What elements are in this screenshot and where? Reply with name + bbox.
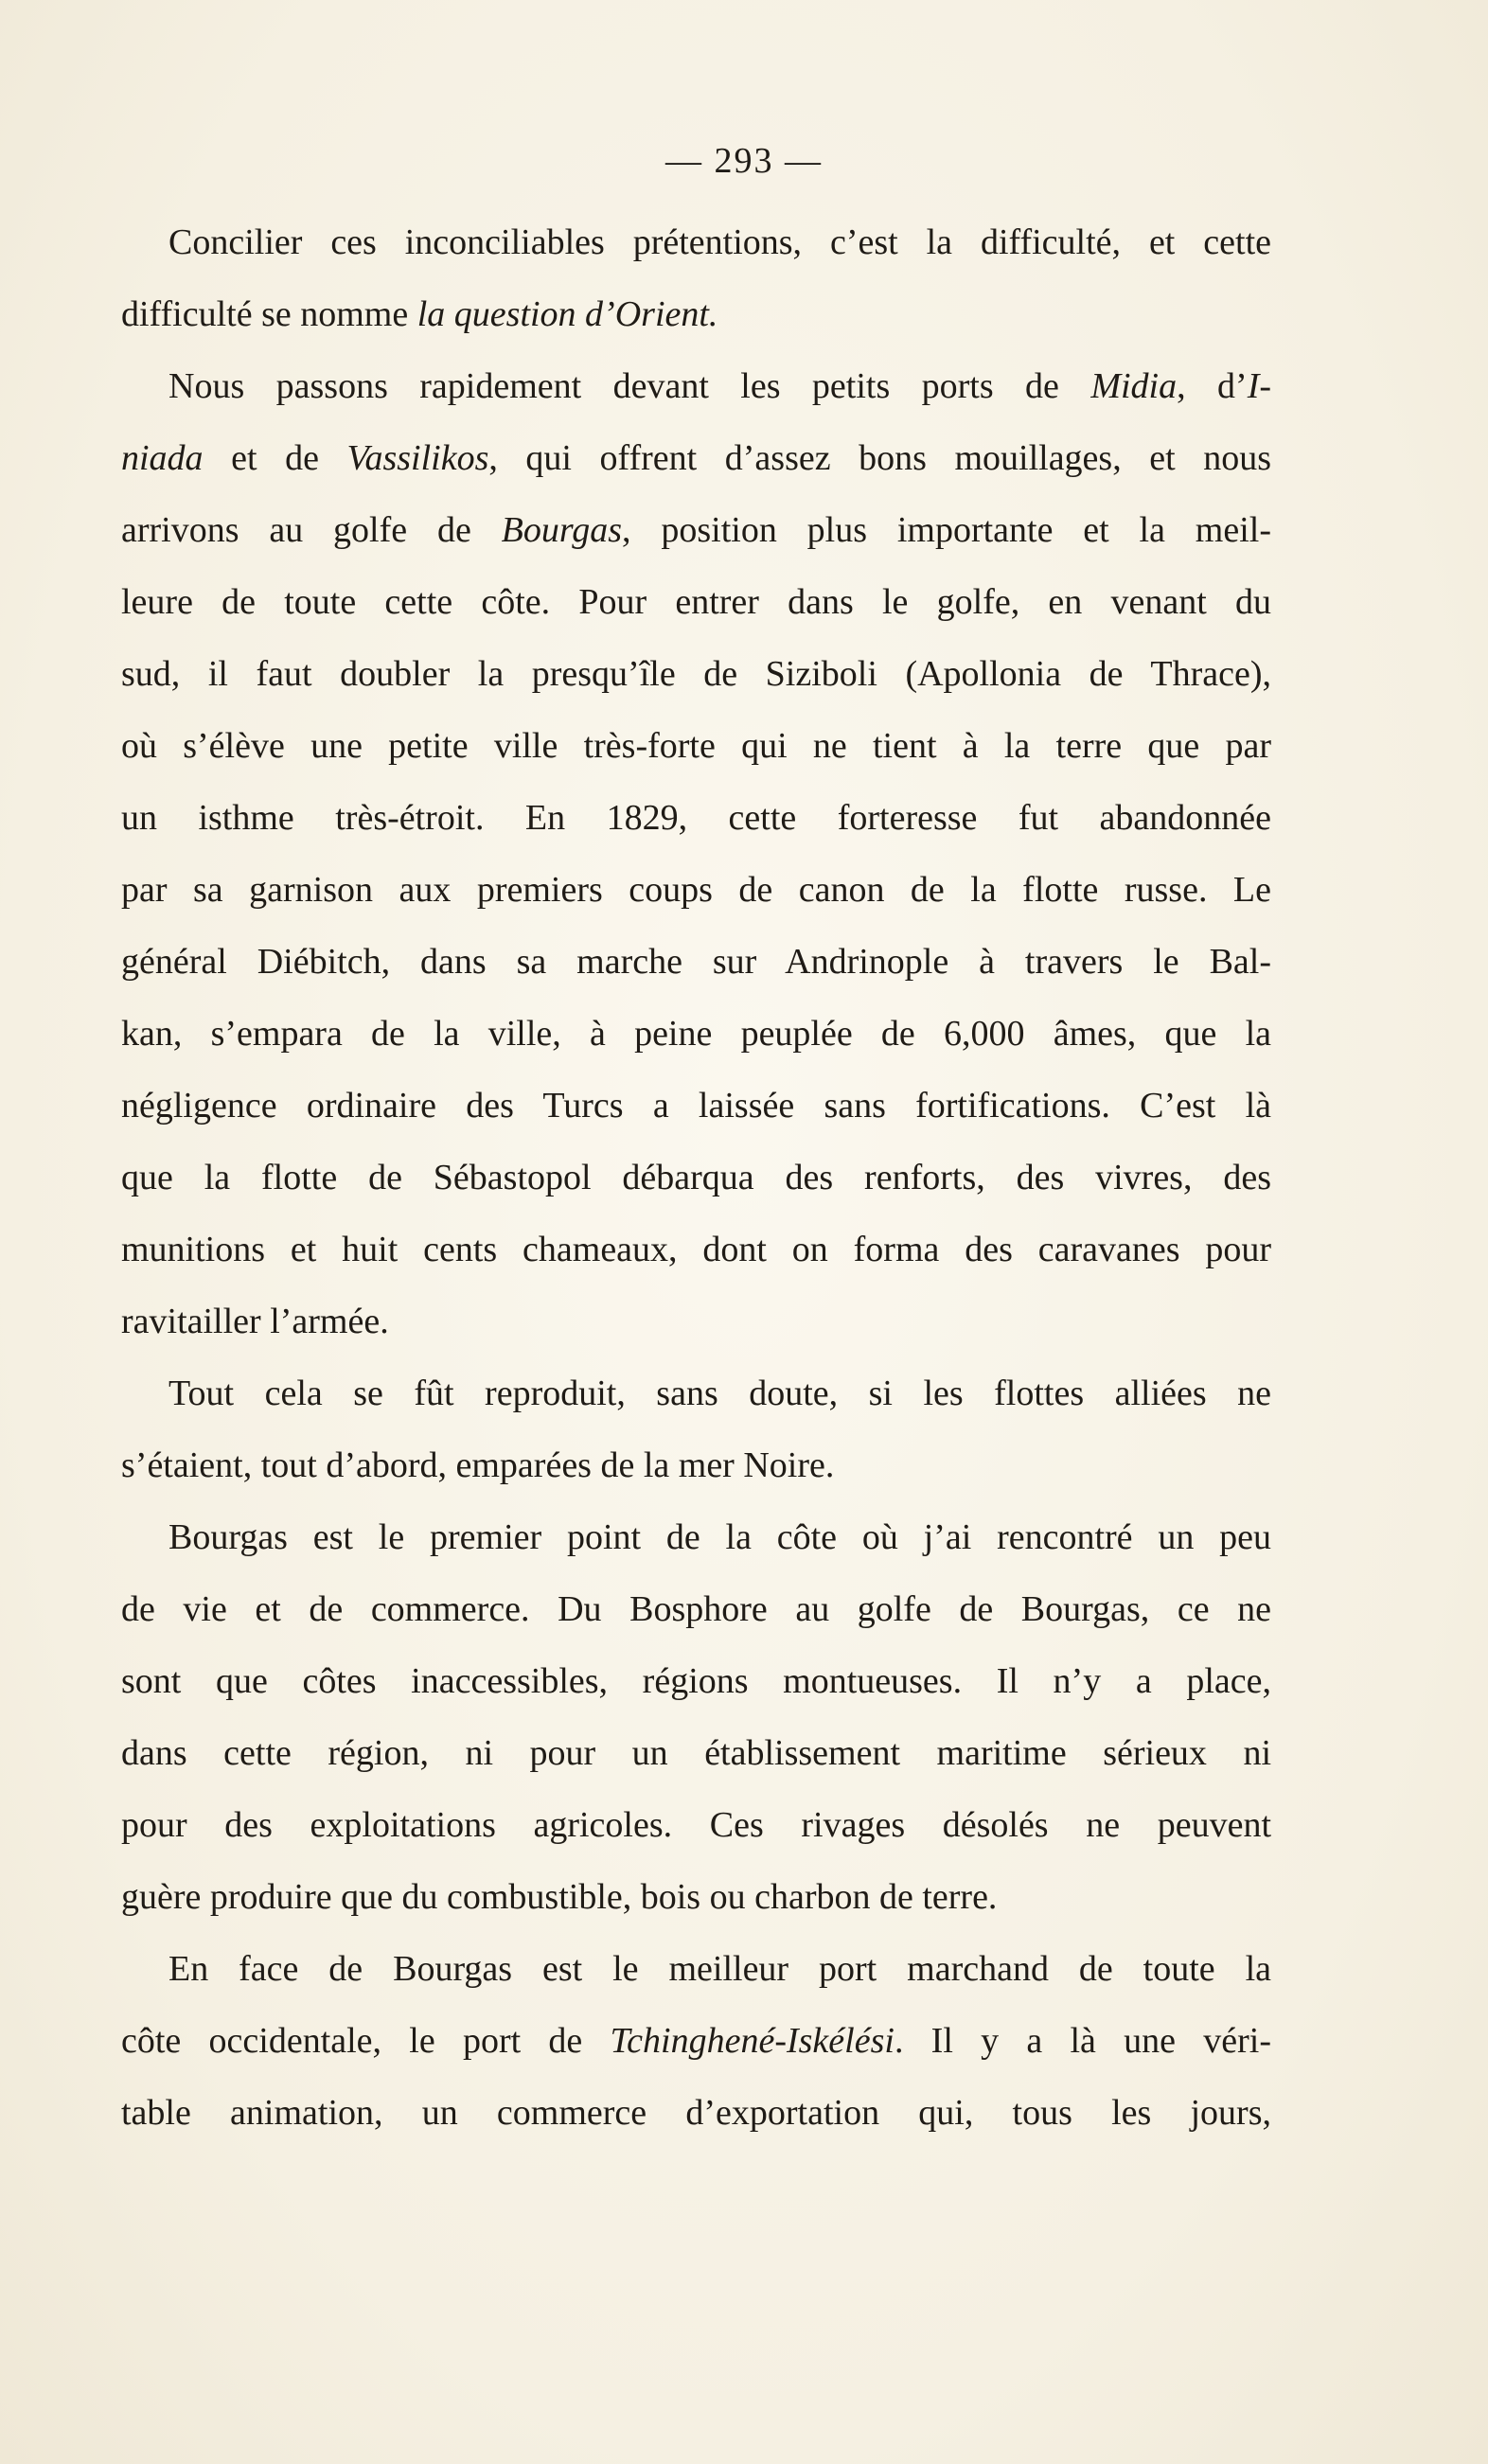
- text-line: [121, 494, 1271, 566]
- text-line: général Diébitch, dans sa marche sur Andrinople à travers le Bal-: [121, 942, 1271, 982]
- text-segment: côte occidentale, le port de: [121, 2021, 611, 2061]
- text-line: Concilier ces inconciliables prétentions, c’est la difficulté, et cette: [168, 222, 1271, 262]
- italic-text: Midia: [1090, 366, 1178, 406]
- text-segment: et de: [203, 438, 347, 478]
- text-line: sont que côtes inaccessibles, régions montueuses. Il n’y a place,: [121, 1661, 1271, 1701]
- italic-text: Tchinghené-Iskélési: [610, 2021, 895, 2061]
- text-line: ravitailler l’armée.: [121, 1302, 389, 1341]
- text-line: En face de Bourgas est le meilleur port marchand de toute la: [168, 1949, 1271, 1989]
- text-line: Bourgas est le premier point de la côte où j’ai rencontré un peu: [168, 1517, 1271, 1557]
- text-line: table animation, un commerce d’exportation qui, tous les jours,: [121, 2093, 1271, 2133]
- text-segment: Nous passons rapidement devant les petits ports de: [168, 366, 1091, 406]
- italic-text: Vassilikos: [346, 438, 489, 478]
- text-line: négligence ordinaire des Turcs a laissée sans fortifications. C’est là: [121, 1086, 1271, 1126]
- page-number: — 293 —: [665, 141, 823, 181]
- text-segment: arrivons au golfe de: [121, 510, 502, 550]
- body-text: [121, 206, 1271, 2149]
- text-line: munitions et huit cents chameaux, dont on forma des caravanes pour: [121, 1230, 1271, 1269]
- text-segment: difficulté se nomme: [121, 294, 417, 334]
- text-line: que la flotte de Sébastopol débarqua des renforts, des vivres, des: [121, 1158, 1271, 1197]
- text-line: pour des exploitations agricoles. Ces rivages désolés ne peuvent: [121, 1805, 1271, 1845]
- italic-text: la question d’Orient.: [416, 294, 718, 334]
- text-line: de vie et de commerce. Du Bosphore au golfe de Bourgas, ce ne: [121, 1589, 1271, 1629]
- text-line: Tout cela se fût reproduit, sans doute, si les flottes alliées ne: [168, 1374, 1271, 1413]
- text-segment: , d’: [1177, 366, 1248, 406]
- text-segment: . Il y a là une véri-: [894, 2021, 1272, 2061]
- text-line: [121, 278, 1271, 350]
- text-line: où s’élève une petite ville très-forte qui ne tient à la terre que par: [121, 726, 1271, 766]
- italic-text: Bourgas: [501, 510, 623, 550]
- text-line: s’étaient, tout d’abord, emparées de la mer Noire.: [121, 1445, 835, 1485]
- text-segment: , position plus importante et la meil-: [622, 510, 1271, 550]
- italic-text: I-: [1247, 366, 1271, 406]
- italic-text: niada: [121, 438, 204, 478]
- text-line: [121, 2005, 1271, 2077]
- text-line: guère produire que du combustible, bois ou charbon de terre.: [121, 1877, 998, 1917]
- text-line: [121, 350, 1271, 422]
- text-line: kan, s’empara de la ville, à peine peuplée de 6,000 âmes, que la: [121, 1014, 1271, 1054]
- text-line: sud, il faut doubler la presqu’île de Siziboli (Apollonia de Thrace),: [121, 654, 1271, 694]
- text-line: leure de toute cette côte. Pour entrer dans le golfe, en venant du: [121, 582, 1271, 622]
- text-segment: , qui offrent d’assez bons mouillages, et nous: [488, 438, 1272, 478]
- text-line: un isthme très-étroit. En 1829, cette forteresse fut abandonnée: [121, 798, 1271, 838]
- text-line: [121, 422, 1271, 494]
- text-line: dans cette région, ni pour un établissement maritime sérieux ni: [121, 1733, 1271, 1773]
- text-line: par sa garnison aux premiers coups de canon de la flotte russe. Le: [121, 870, 1271, 910]
